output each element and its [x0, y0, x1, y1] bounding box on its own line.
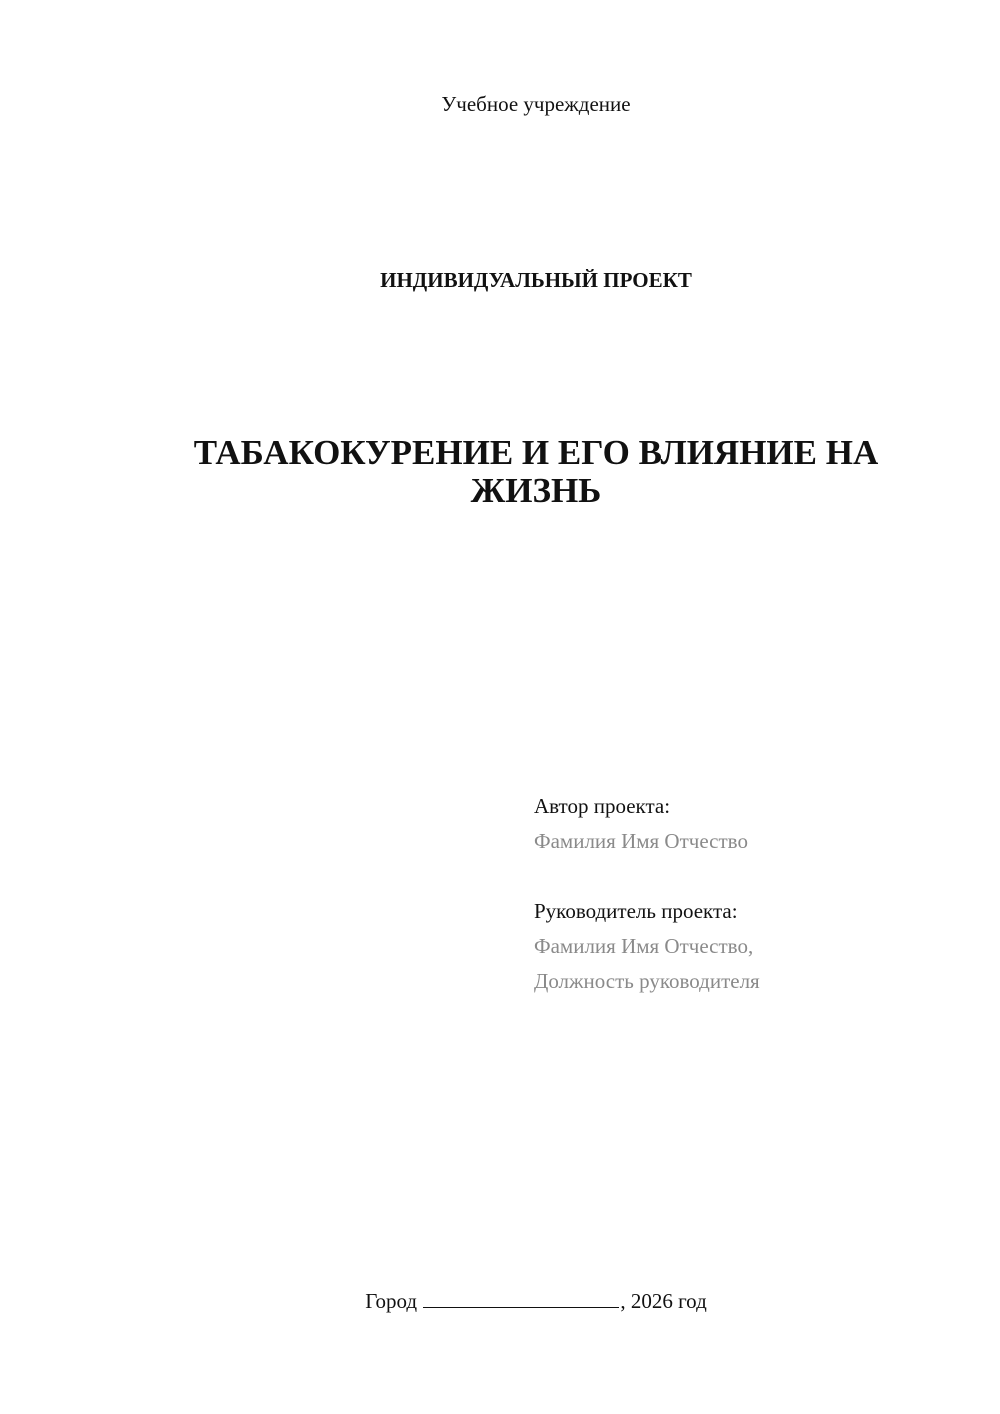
city-blank-line [423, 1289, 619, 1308]
project-title [140, 434, 932, 510]
institution-name: Учебное учреждение [441, 92, 631, 116]
supervisor-label: Руководитель проекта: [534, 899, 738, 923]
supervisor-name: Фамилия Имя Отчество, [534, 934, 754, 958]
project-title-line-2: ЖИЗНЬ [470, 471, 602, 510]
author-name: Фамилия Имя Отчество [534, 829, 748, 853]
supervisor-position: Должность руководителя [534, 969, 760, 993]
city-label: Город [365, 1289, 418, 1313]
year-text: , 2026 год [620, 1289, 707, 1313]
author-label: Автор проекта: [534, 794, 671, 818]
city-year-line [0, 1289, 1000, 1314]
document-type: ИНДИВИДУАЛЬНЫЙ ПРОЕКТ [380, 268, 692, 292]
credits-block [534, 789, 974, 999]
credits-spacer [534, 859, 974, 894]
project-title-line-1: ТАБАКОКУРЕНИЕ И ЕГО ВЛИЯНИЕ НА [193, 433, 879, 472]
